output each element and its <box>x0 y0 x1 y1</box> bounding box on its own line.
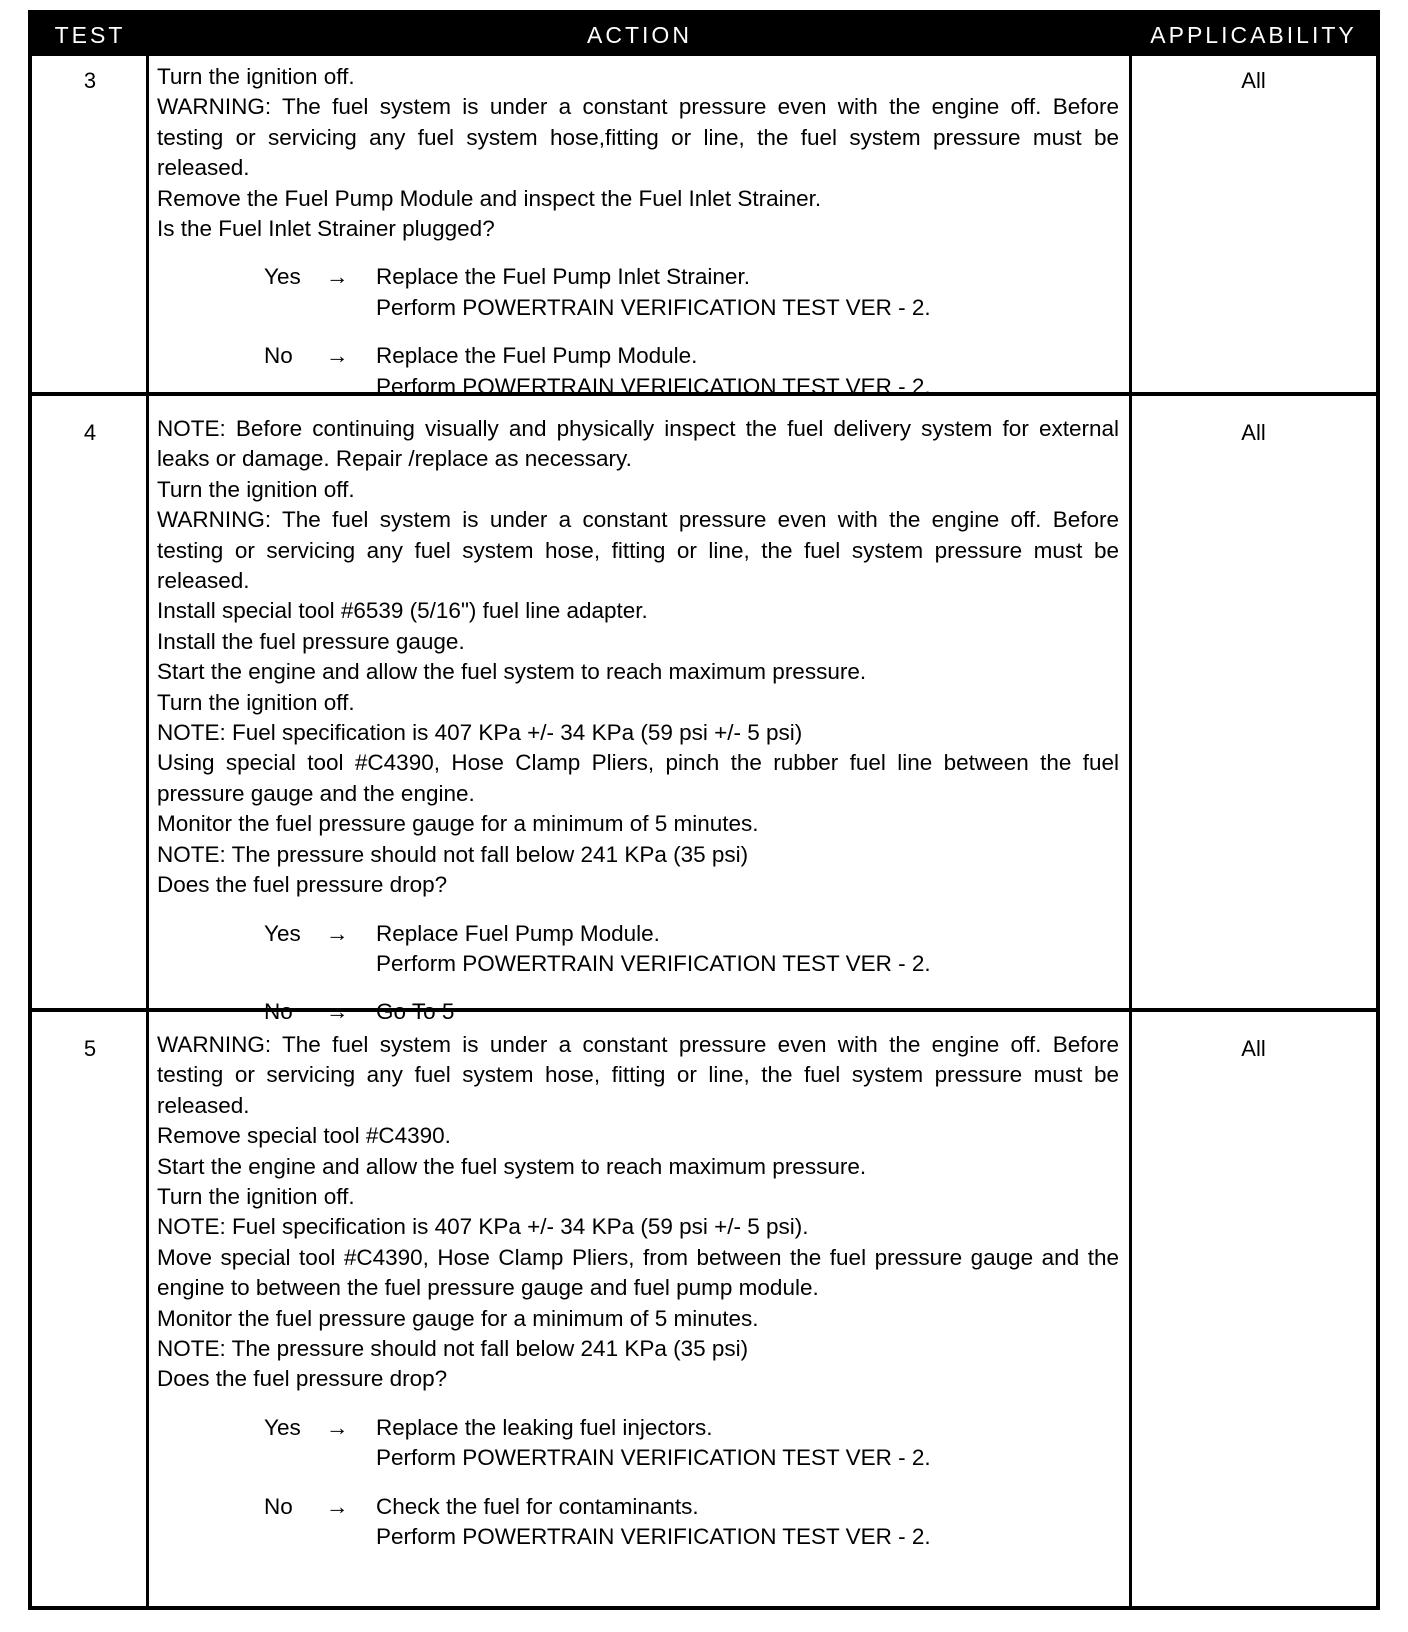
test-number: 5 <box>83 1036 97 1061</box>
test-number: 3 <box>83 68 97 93</box>
action-line: Does the fuel pressure drop? <box>157 872 448 898</box>
yes-label: Yes <box>264 920 301 946</box>
arrow-icon: → <box>326 343 349 369</box>
action-line: Move special tool #C4390, Hose Clamp Pliers, from between the fuel pressure gauge and the engine to between the fuel pressure gauge and fuel pump module. <box>157 1244 1119 1301</box>
no-label: No <box>264 1493 293 1519</box>
action-line: Turn the ignition off. <box>157 689 355 715</box>
outcome-line: Replace the Fuel Pump Inlet Strainer. <box>376 264 750 290</box>
action-cell <box>157 414 1119 1028</box>
diagnostic-table <box>28 10 1380 1610</box>
action-line: NOTE: Before continuing visually and physically inspect the fuel delivery system for external leaks or damage. Repair /replace as necessary. <box>157 416 1119 472</box>
action-line: NOTE: Fuel specification is 407 KPa +/- 34 KPa (59 psi +/- 5 psi). <box>157 1214 809 1240</box>
action-line: NOTE: The pressure should not fall below 241 KPa (35 psi) <box>157 1336 749 1362</box>
action-line: WARNING: The fuel system is under a constant pressure even with the engine off. Before testing or servicing any fuel system hose, fitting or line, the fuel system pressure must be released. <box>157 1032 1119 1118</box>
action-line: Turn the ignition off. <box>157 1184 355 1210</box>
arrow-icon: → <box>326 1493 349 1519</box>
test-number: 4 <box>83 420 97 445</box>
yes-outcome <box>157 262 1119 323</box>
action-line: NOTE: Fuel specification is 407 KPa +/- 34 KPa (59 psi +/- 5 psi) <box>157 720 803 746</box>
arrow-icon: → <box>326 264 349 290</box>
action-line: Start the engine and allow the fuel system to reach maximum pressure. <box>157 1153 867 1179</box>
applicability: All <box>1241 1036 1266 1061</box>
yes-label: Yes <box>264 1414 301 1440</box>
table-header <box>32 14 1376 56</box>
yes-outcome <box>157 1413 1119 1474</box>
header-action: ACTION <box>587 22 692 48</box>
arrow-icon: → <box>326 1414 349 1440</box>
outcome-line: Perform POWERTRAIN VERIFICATION TEST VER - 2. <box>376 373 931 399</box>
header-test: TEST <box>54 22 126 48</box>
outcome-line: Perform POWERTRAIN VERIFICATION TEST VER - 2. <box>376 1445 931 1471</box>
action-line: Remove special tool #C4390. <box>157 1123 451 1149</box>
outcome-line: Check the fuel for contaminants. <box>376 1493 699 1519</box>
arrow-icon: → <box>326 999 349 1025</box>
outcome-line: Perform POWERTRAIN VERIFICATION TEST VER - 2. <box>376 1524 931 1550</box>
action-cell <box>157 62 1119 402</box>
action-line: Turn the ignition off. <box>157 476 355 502</box>
action-line: Monitor the fuel pressure gauge for a minimum of 5 minutes. <box>157 811 759 837</box>
arrow-icon: → <box>326 920 349 946</box>
outcome-line: Replace the leaking fuel injectors. <box>376 1414 713 1440</box>
action-line: Start the engine and allow the fuel system to reach maximum pressure. <box>157 659 867 685</box>
column-divider <box>1129 56 1132 1610</box>
action-cell <box>157 1030 1119 1553</box>
no-outcome <box>157 1492 1119 1553</box>
yes-label: Yes <box>264 264 301 290</box>
action-line: Remove the Fuel Pump Module and inspect the Fuel Inlet Strainer. <box>157 185 822 211</box>
applicability: All <box>1241 420 1266 445</box>
outcome-line: Perform POWERTRAIN VERIFICATION TEST VER - 2. <box>376 950 931 976</box>
no-outcome <box>157 997 1119 1027</box>
outcome-line: Go To 5 <box>376 999 455 1025</box>
action-line: NOTE: The pressure should not fall below 241 KPa (35 psi) <box>157 841 749 867</box>
applicability: All <box>1241 68 1266 93</box>
action-line: Is the Fuel Inlet Strainer plugged? <box>157 216 495 242</box>
no-label: No <box>264 999 293 1025</box>
header-applicability: APPLICABILITY <box>1150 22 1357 48</box>
action-line: WARNING: The fuel system is under a constant pressure even with the engine off. Before testing or servicing any fuel system hose,fitting or line, the fuel system pressure must be released. <box>157 94 1119 181</box>
action-line: WARNING: The fuel system is under a constant pressure even with the engine off. Before testing or servicing any fuel system hose, fitting or line, the fuel system pressure must be released. <box>157 507 1119 594</box>
action-line: Using special tool #C4390, Hose Clamp Pliers, pinch the rubber fuel line between the fuel pressure gauge and the engine. <box>157 750 1119 806</box>
action-line: Does the fuel pressure drop? <box>157 1366 448 1392</box>
action-line: Install the fuel pressure gauge. <box>157 628 465 654</box>
outcome-line: Replace Fuel Pump Module. <box>376 920 660 946</box>
column-divider <box>146 56 149 1610</box>
outcome-line: Perform POWERTRAIN VERIFICATION TEST VER - 2. <box>376 294 931 320</box>
action-line: Install special tool #6539 (5/16") fuel line adapter. <box>157 598 648 624</box>
action-line: Turn the ignition off. <box>157 64 355 89</box>
no-outcome <box>157 341 1119 402</box>
action-line: Monitor the fuel pressure gauge for a minimum of 5 minutes. <box>157 1305 759 1331</box>
yes-outcome <box>157 919 1119 980</box>
no-label: No <box>264 343 293 369</box>
outcome-line: Replace the Fuel Pump Module. <box>376 343 698 369</box>
